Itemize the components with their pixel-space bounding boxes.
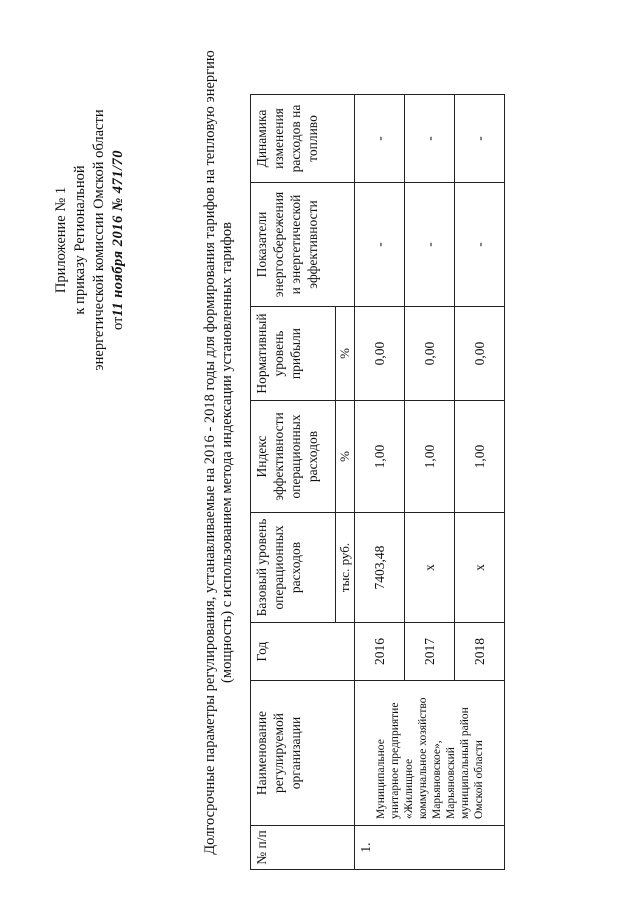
date-prefix: от bbox=[110, 316, 126, 330]
cell-energy: - bbox=[355, 183, 405, 307]
cell-year: 2017 bbox=[405, 623, 455, 681]
cell-base: х bbox=[455, 513, 505, 623]
unit-profit: % bbox=[336, 307, 355, 401]
cell-energy: - bbox=[405, 183, 455, 307]
cell-year: 2016 bbox=[355, 623, 405, 681]
header-org: Наименование регулируемой организации bbox=[251, 681, 355, 826]
cell-base: 7403,48 bbox=[355, 513, 405, 623]
cell-index: 1,00 bbox=[455, 401, 505, 513]
handwritten-date-number: 11 ноября 2016 № 471/70 bbox=[110, 150, 126, 317]
unit-index: % bbox=[336, 401, 355, 513]
cell-profit: 0,00 bbox=[355, 307, 405, 401]
cell-base: х bbox=[405, 513, 455, 623]
header-index: Индекс эффективности операционных расходов bbox=[251, 401, 336, 513]
table-header-row bbox=[251, 95, 336, 870]
organization-name: Муниципальное унитарное предприятие «Жилищное коммунальное хозяйство Марьяновское», Марьяновский муниципальный район Омской области bbox=[355, 681, 505, 826]
cell-year: 2018 bbox=[455, 623, 505, 681]
document-title: Долгосрочные параметры регулирования, устанавливаемые на 2016 - 2018 годы для формирования тарифов на тепловую энергию (мощность) с использованием метода индексации установленных тарифов bbox=[202, 50, 235, 855]
unit-base: тыс. руб. bbox=[336, 513, 355, 623]
parameters-table bbox=[250, 94, 505, 870]
order-reference: к приказу Региональной bbox=[72, 165, 88, 315]
header-fuel: Динамика изменения расходов на топливо bbox=[251, 95, 355, 183]
cell-fuel: - bbox=[355, 95, 405, 183]
appendix-title: Приложение № 1 bbox=[53, 186, 69, 294]
cell-profit: 0,00 bbox=[455, 307, 505, 401]
cell-fuel: - bbox=[455, 95, 505, 183]
header-num: № п/п bbox=[251, 826, 355, 870]
cell-fuel: - bbox=[405, 95, 455, 183]
cell-energy: - bbox=[455, 183, 505, 307]
order-date-line bbox=[109, 90, 128, 390]
header-base: Базовый уровень операционных расходов bbox=[251, 513, 336, 623]
cell-profit: 0,00 bbox=[405, 307, 455, 401]
table-row bbox=[355, 95, 405, 870]
commission-name: энергетической комиссии Омской области bbox=[91, 109, 107, 371]
header-year: Год bbox=[251, 623, 355, 681]
appendix-header bbox=[52, 90, 128, 390]
header-energy: Показатели энергосбережения и энергетической эффективности bbox=[251, 183, 355, 307]
row-number: 1. bbox=[355, 826, 505, 870]
cell-index: 1,00 bbox=[355, 401, 405, 513]
header-profit: Нормативный уровень прибыли bbox=[251, 307, 336, 401]
cell-index: 1,00 bbox=[405, 401, 455, 513]
